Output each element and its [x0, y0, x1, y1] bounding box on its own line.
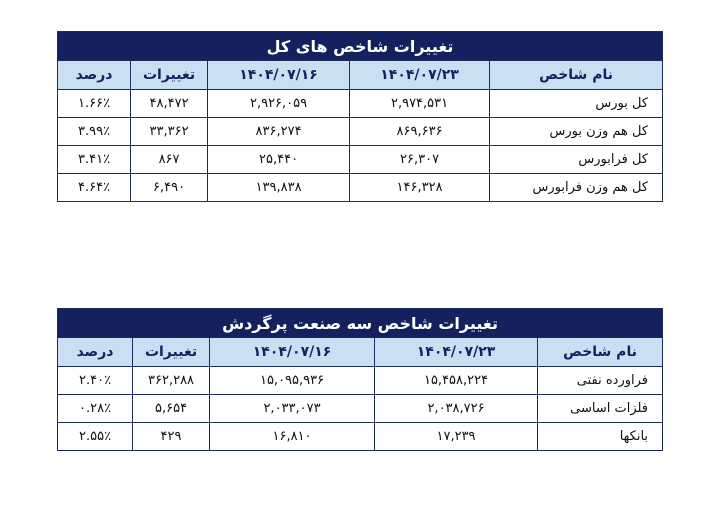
- table-title: تغییرات شاخص سه صنعت پرگردش: [58, 309, 663, 338]
- table-title: تغییرات شاخص های کل: [58, 32, 663, 61]
- index-name: فراورده نفتی: [538, 367, 663, 395]
- value-current: ۲۶,۳۰۷: [350, 146, 490, 174]
- table-row: [58, 90, 663, 118]
- value-current: ۸۶۹,۶۳۶: [350, 118, 490, 146]
- value-previous: ۱۵,۰۹۵,۹۳۶: [210, 367, 375, 395]
- index-name: کل بورس: [490, 90, 663, 118]
- value-previous: ۱۳۹,۸۳۸: [208, 174, 350, 202]
- header-percent: درصد: [58, 61, 131, 90]
- table-row: [58, 118, 663, 146]
- table-row: [58, 423, 663, 451]
- value-current: ۱۵,۴۵۸,۲۲۴: [375, 367, 538, 395]
- value-percent: ۳.۹۹٪: [58, 118, 131, 146]
- value-change: ۴۲۹: [133, 423, 210, 451]
- index-name: فلزات اساسی: [538, 395, 663, 423]
- header-date-previous: ۱۴۰۴/۰۷/۱۶: [210, 338, 375, 367]
- value-percent: ۲.۴۰٪: [58, 367, 133, 395]
- value-current: ۲,۰۳۸,۷۲۶: [375, 395, 538, 423]
- value-previous: ۲,۹۲۶,۰۵۹: [208, 90, 350, 118]
- value-previous: ۲,۰۳۳,۰۷۳: [210, 395, 375, 423]
- index-name: کل فرابورس: [490, 146, 663, 174]
- index-name: کل هم وزن بورس: [490, 118, 663, 146]
- value-previous: ۲۵,۴۴۰: [208, 146, 350, 174]
- header-index-name: نام شاخص: [538, 338, 663, 367]
- value-change: ۳۶۲,۲۸۸: [133, 367, 210, 395]
- top-industries-table: [57, 308, 663, 451]
- table-row: [58, 174, 663, 202]
- table-row: [58, 146, 663, 174]
- value-change: ۶,۴۹۰: [131, 174, 208, 202]
- table-row: [58, 395, 663, 423]
- header-change: تغییرات: [133, 338, 210, 367]
- value-percent: ۲.۵۵٪: [58, 423, 133, 451]
- value-current: ۲,۹۷۴,۵۳۱: [350, 90, 490, 118]
- value-percent: ۳.۴۱٪: [58, 146, 131, 174]
- header-date-current: ۱۴۰۴/۰۷/۲۳: [375, 338, 538, 367]
- value-percent: ۴.۶۴٪: [58, 174, 131, 202]
- value-previous: ۱۶,۸۱۰: [210, 423, 375, 451]
- value-percent: ۱.۶۶٪: [58, 90, 131, 118]
- header-date-previous: ۱۴۰۴/۰۷/۱۶: [208, 61, 350, 90]
- value-change: ۳۳,۳۶۲: [131, 118, 208, 146]
- value-change: ۸۶۷: [131, 146, 208, 174]
- index-name: بانکها: [538, 423, 663, 451]
- value-change: ۵,۶۵۴: [133, 395, 210, 423]
- value-current: ۱۷,۲۳۹: [375, 423, 538, 451]
- value-current: ۱۴۶,۳۲۸: [350, 174, 490, 202]
- value-previous: ۸۳۶,۲۷۴: [208, 118, 350, 146]
- header-percent: درصد: [58, 338, 133, 367]
- value-change: ۴۸,۴۷۲: [131, 90, 208, 118]
- header-index-name: نام شاخص: [490, 61, 663, 90]
- total-indices-table: [57, 31, 663, 202]
- index-name: کل هم وزن فرابورس: [490, 174, 663, 202]
- value-percent: ۰.۲۸٪: [58, 395, 133, 423]
- table-row: [58, 367, 663, 395]
- header-date-current: ۱۴۰۴/۰۷/۲۳: [350, 61, 490, 90]
- header-change: تغییرات: [131, 61, 208, 90]
